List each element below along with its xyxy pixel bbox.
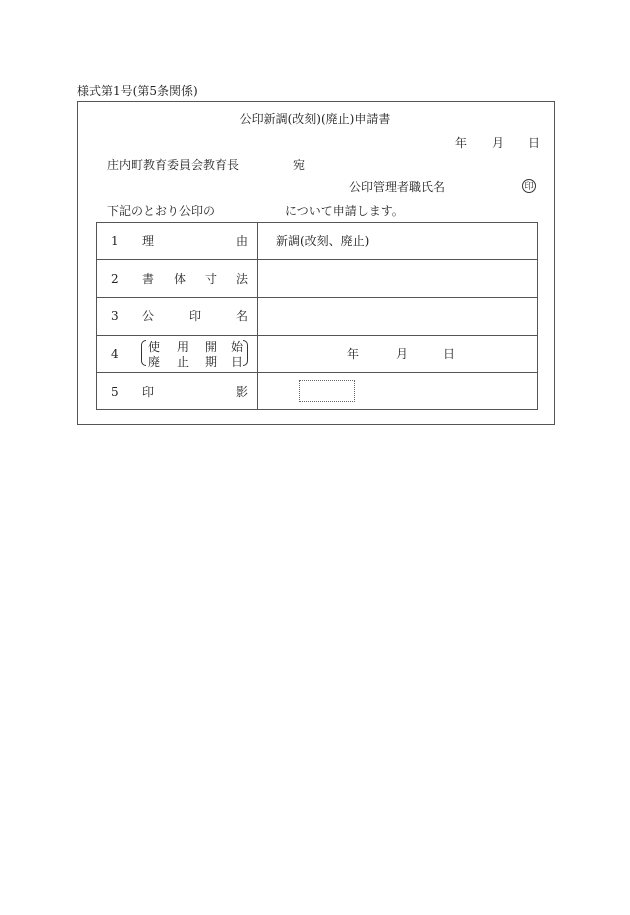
row-separator [96,372,538,373]
row-3-number: 3 [111,309,119,323]
row-2-label-2: 体 [174,272,187,286]
row-separator [96,297,538,298]
date-day: 日 [528,136,541,150]
row-4-day: 日 [443,347,456,361]
left-bracket [141,340,146,366]
row-4-year: 年 [347,347,360,361]
row-5-label-2: 影 [236,385,249,399]
row-1-value: 新調(改刻、廃止) [276,234,370,248]
row-2-label-3: 寸 [205,272,218,286]
row-4-top-3: 開 [205,340,218,354]
row-5-number: 5 [111,385,119,399]
row-3-label-2: 印 [189,309,202,323]
row-separator [96,259,538,260]
row-4-top-4: 始 [231,340,244,354]
row-1-label-2: 由 [236,234,249,248]
row-3-label-3: 名 [236,309,249,323]
addressee: 庄内町教育委員会教育長 [107,158,240,172]
row-2-number: 2 [111,272,119,286]
row-4-month: 月 [396,347,409,361]
row-2-label-4: 法 [236,272,249,286]
form-label: 様式第1号(第5条関係) [77,84,198,98]
applicant-label: 公印管理者職氏名 [349,180,446,194]
row-1-label-1: 理 [142,234,155,248]
row-2-label-1: 書 [142,272,155,286]
row-5-label-1: 印 [142,385,155,399]
date-month: 月 [492,136,505,150]
lead-text-a: 下記のとおり公印の [107,204,216,218]
row-4-number: 4 [111,347,119,361]
right-bracket [243,340,248,366]
date-year: 年 [455,136,468,150]
row-4-bottom-3: 期 [205,355,218,369]
row-3-label-1: 公 [142,309,155,323]
row-4-top-1: 使 [148,340,161,354]
table-divider [257,222,258,410]
row-separator [96,335,538,336]
row-4-bottom-2: 止 [177,355,190,369]
row-4-bottom-4: 日 [231,355,244,369]
row-1-number: 1 [111,234,119,248]
seal-imprint-box [299,380,355,402]
page-title: 公印新調(改刻)(廃止)申請書 [239,112,391,126]
row-4-top-2: 用 [177,340,190,354]
addressee-suffix: 宛 [293,158,306,172]
row-4-bottom-1: 廃 [148,355,161,369]
lead-text-b: について申請します。 [285,204,404,218]
seal-icon: 印 [522,179,536,193]
